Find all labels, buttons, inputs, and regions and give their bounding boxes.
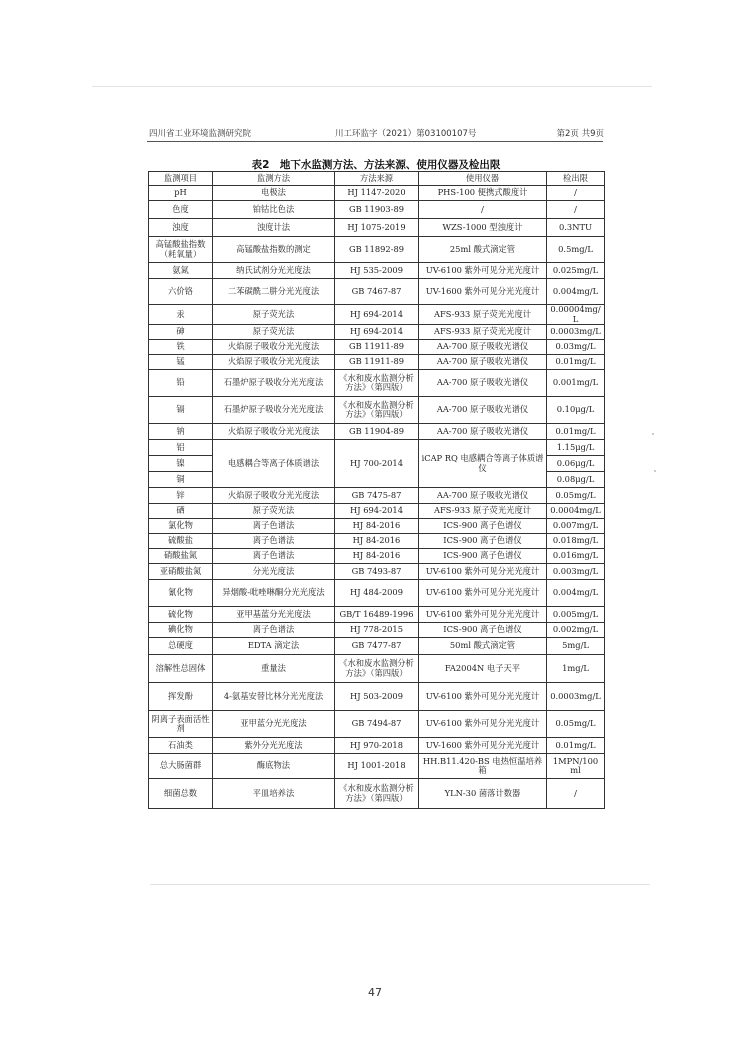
- table-row: [149, 263, 605, 279]
- cell-limit: 0.05mg/L: [547, 488, 605, 504]
- cell-method: 异烟酸-吡唑啉酮分光光度法: [213, 580, 335, 607]
- cell-item: 挥发酚: [149, 683, 213, 711]
- cell-item: 碘化物: [149, 623, 213, 638]
- cell-item: 硫化物: [149, 607, 213, 623]
- col-header-source: 方法来源: [335, 172, 419, 186]
- cell-limit: 0.016mg/L: [547, 549, 605, 564]
- header-page-info: 第2页 共9页: [556, 129, 604, 139]
- cell-limit: 0.004mg/L: [547, 279, 605, 305]
- cell-limit: 1mg/L: [547, 655, 605, 683]
- cell-source: GB 11911-89: [335, 340, 419, 355]
- cell-item: 总硬度: [149, 638, 213, 655]
- cell-instrument: UV-6100 紫外可见分光光度计: [419, 263, 547, 279]
- cell-limit: 0.5mg/L: [547, 237, 605, 263]
- cell-method: 亚甲蓝分光光度法: [213, 711, 335, 738]
- cell-source: GB 7475-87: [335, 488, 419, 504]
- table-row: [149, 237, 605, 263]
- cell-instrument: WZS-1000 型浊度计: [419, 219, 547, 237]
- cell-instrument: AA-700 原子吸收光谱仪: [419, 370, 547, 397]
- cell-item: 溶解性总固体: [149, 655, 213, 683]
- cell-limit: 1MPN/100ml: [547, 754, 605, 779]
- cell-limit: 0.005mg/L: [547, 607, 605, 623]
- page-number: 47: [368, 986, 382, 999]
- cell-source: 《水和废水监测分析方法》（第四版）: [335, 779, 419, 809]
- cell-instrument: UV-6100 紫外可见分光光度计: [419, 683, 547, 711]
- cell-source: HJ 484-2009: [335, 580, 419, 607]
- cell-instrument: 50ml 酸式滴定管: [419, 638, 547, 655]
- cell-source: HJ 503-2009: [335, 683, 419, 711]
- cell-source: HJ 694-2014: [335, 504, 419, 519]
- cell-method: 火焰原子吸收分光光度法: [213, 340, 335, 355]
- cell-limit: 0.10μg/L: [547, 397, 605, 424]
- cell-item: 浊度: [149, 219, 213, 237]
- cell-limit: 0.00004mg/L: [547, 305, 605, 325]
- table-title: 表2 地下水监测方法、方法来源、使用仪器及检出限: [251, 159, 501, 171]
- cell-limit: 0.05mg/L: [547, 711, 605, 738]
- cell-instrument: AFS-933 原子荧光光度计: [419, 305, 547, 325]
- cell-instrument: AA-700 原子吸收光谱仪: [419, 424, 547, 440]
- scan-edge-top: [92, 86, 652, 87]
- cell-method: 火焰原子吸收分光光度法: [213, 355, 335, 370]
- cell-limit: 0.0004mg/L: [547, 504, 605, 519]
- cell-source: GB 7494-87: [335, 711, 419, 738]
- cell-source: HJ 535-2009: [335, 263, 419, 279]
- col-header-method: 监测方法: [213, 172, 335, 186]
- cell-source: HJ 1147-2020: [335, 186, 419, 201]
- cell-source: 《水和废水监测分析方法》（第四版）: [335, 655, 419, 683]
- cell-instrument: AFS-933 原子荧光光度计: [419, 504, 547, 519]
- cell-source: GB 7467-87: [335, 279, 419, 305]
- table-row: [149, 279, 605, 305]
- cell-limit: 0.0003mg/L: [547, 325, 605, 340]
- cell-item: 汞: [149, 305, 213, 325]
- cell-method: 离子色谱法: [213, 549, 335, 564]
- cell-limit: 0.001mg/L: [547, 370, 605, 397]
- cell-item: 细菌总数: [149, 779, 213, 809]
- cell-item: 铅: [149, 370, 213, 397]
- table-row: [149, 655, 605, 683]
- cell-source: GB 11904-89: [335, 424, 419, 440]
- cell-instrument: UV-6100 紫外可见分光光度计: [419, 607, 547, 623]
- table-header-row: [149, 172, 605, 186]
- col-header-limit: 检出限: [547, 172, 605, 186]
- table-row: [149, 549, 605, 564]
- cell-limit: 0.003mg/L: [547, 564, 605, 580]
- cell-instrument: ICS-900 离子色谱仪: [419, 549, 547, 564]
- cell-method: 分光光度法: [213, 564, 335, 580]
- cell-item: 高锰酸盐指数（耗氧量）: [149, 237, 213, 263]
- cell-instrument: iCAP RQ 电感耦合等离子体质谱仪: [419, 440, 547, 488]
- cell-limit: 0.0003mg/L: [547, 683, 605, 711]
- cell-method: 电感耦合等离子体质谱法: [213, 440, 335, 488]
- table-row: [149, 488, 605, 504]
- table-row: [149, 623, 605, 638]
- cell-item: 铝: [149, 440, 213, 456]
- cell-source: HJ 1001-2018: [335, 754, 419, 779]
- cell-source: GB 11911-89: [335, 355, 419, 370]
- table-row: [149, 440, 605, 456]
- cell-source: HJ 1075-2019: [335, 219, 419, 237]
- cell-limit: 0.004mg/L: [547, 580, 605, 607]
- cell-instrument: UV-6100 紫外可见分光光度计: [419, 564, 547, 580]
- table-row: [149, 638, 605, 655]
- cell-source: HJ 84-2016: [335, 549, 419, 564]
- table-row: [149, 779, 605, 809]
- cell-item: 氯化物: [149, 519, 213, 534]
- table-row: [149, 370, 605, 397]
- cell-limit: 1.15μg/L: [547, 440, 605, 456]
- col-header-item: 监测项目: [149, 172, 213, 186]
- cell-method: 原子荧光法: [213, 504, 335, 519]
- cell-item: 石油类: [149, 738, 213, 754]
- cell-limit: 5mg/L: [547, 638, 605, 655]
- header-org: 四川省工业环境监测研究院: [149, 129, 252, 139]
- cell-limit: 0.03mg/L: [547, 340, 605, 355]
- table-row: [149, 504, 605, 519]
- cell-instrument: /: [419, 201, 547, 219]
- cell-source: GB/T 16489-1996: [335, 607, 419, 623]
- cell-method: 紫外分光光度法: [213, 738, 335, 754]
- cell-instrument: ICS-900 离子色谱仪: [419, 623, 547, 638]
- cell-method: 浊度计法: [213, 219, 335, 237]
- cell-method: 离子色谱法: [213, 534, 335, 549]
- cell-limit: 0.018mg/L: [547, 534, 605, 549]
- cell-item: 色度: [149, 201, 213, 219]
- cell-method: 石墨炉原子吸收分光光度法: [213, 397, 335, 424]
- cell-method: 4-氨基安替比林分光光度法: [213, 683, 335, 711]
- cell-method: 亚甲基蓝分光光度法: [213, 607, 335, 623]
- header-report-no: 川工环监字（2021）第03100107号: [335, 129, 477, 139]
- cell-instrument: FA2004N 电子天平: [419, 655, 547, 683]
- cell-item: 锰: [149, 355, 213, 370]
- cell-limit: /: [547, 201, 605, 219]
- table-row: [149, 738, 605, 754]
- cell-instrument: AA-700 原子吸收光谱仪: [419, 397, 547, 424]
- cell-method: 火焰原子吸收分光光度法: [213, 488, 335, 504]
- cell-source: GB 11903-89: [335, 201, 419, 219]
- cell-method: 纳氏试剂分光光度法: [213, 263, 335, 279]
- cell-limit: 0.01mg/L: [547, 355, 605, 370]
- cell-source: HJ 694-2014: [335, 325, 419, 340]
- cell-item: 总大肠菌群: [149, 754, 213, 779]
- cell-source: 《水和废水监测分析方法》（第四版）: [335, 370, 419, 397]
- cell-item: 钠: [149, 424, 213, 440]
- cell-method: 离子色谱法: [213, 623, 335, 638]
- cell-limit: 0.002mg/L: [547, 623, 605, 638]
- cell-method: 原子荧光法: [213, 305, 335, 325]
- cell-instrument: AA-700 原子吸收光谱仪: [419, 355, 547, 370]
- cell-instrument: UV-6100 紫外可见分光光度计: [419, 711, 547, 738]
- cell-limit: 0.007mg/L: [547, 519, 605, 534]
- cell-method: 火焰原子吸收分光光度法: [213, 424, 335, 440]
- col-header-instrument: 使用仪器: [419, 172, 547, 186]
- table-row: [149, 355, 605, 370]
- cell-source: HJ 778-2015: [335, 623, 419, 638]
- scan-edge-bottom: [150, 884, 650, 885]
- cell-method: 原子荧光法: [213, 325, 335, 340]
- table-row: [149, 683, 605, 711]
- cell-method: 平皿培养法: [213, 779, 335, 809]
- cell-limit: 0.01mg/L: [547, 738, 605, 754]
- cell-item: 镉: [149, 397, 213, 424]
- cell-method: 石墨炉原子吸收分光光度法: [213, 370, 335, 397]
- cell-item: 氨氮: [149, 263, 213, 279]
- cell-item: 硝酸盐氮: [149, 549, 213, 564]
- table-row: [149, 219, 605, 237]
- cell-item: 亚硝酸盐氮: [149, 564, 213, 580]
- cell-item: pH: [149, 186, 213, 201]
- cell-source: GB 11892-89: [335, 237, 419, 263]
- cell-instrument: ICS-900 离子色谱仪: [419, 534, 547, 549]
- cell-instrument: PHS-100 便携式酸度计: [419, 186, 547, 201]
- cell-item: 阴离子表面活性剂: [149, 711, 213, 738]
- scan-speck: [652, 433, 654, 435]
- cell-item: 硫酸盐: [149, 534, 213, 549]
- cell-instrument: 25ml 酸式滴定管: [419, 237, 547, 263]
- cell-limit: /: [547, 186, 605, 201]
- table-row: [149, 754, 605, 779]
- cell-item: 六价铬: [149, 279, 213, 305]
- cell-limit: 0.3NTU: [547, 219, 605, 237]
- table-row: [149, 534, 605, 549]
- cell-limit: 0.01mg/L: [547, 424, 605, 440]
- table-row: [149, 305, 605, 325]
- cell-instrument: UV-1600 紫外可见分光光度计: [419, 738, 547, 754]
- cell-method: 离子色谱法: [213, 519, 335, 534]
- cell-method: 高锰酸盐指数的测定: [213, 237, 335, 263]
- cell-item: 铜: [149, 472, 213, 488]
- cell-source: HJ 84-2016: [335, 519, 419, 534]
- cell-item: 镍: [149, 456, 213, 472]
- cell-item: 硒: [149, 504, 213, 519]
- cell-source: 《水和废水监测分析方法》（第四版）: [335, 397, 419, 424]
- table-row: [149, 340, 605, 355]
- cell-item: 氰化物: [149, 580, 213, 607]
- cell-source: HJ 84-2016: [335, 534, 419, 549]
- monitoring-methods-table: [148, 171, 605, 809]
- cell-limit: 0.025mg/L: [547, 263, 605, 279]
- table-row: [149, 711, 605, 738]
- table-row: [149, 519, 605, 534]
- cell-method: 电极法: [213, 186, 335, 201]
- table-row: [149, 424, 605, 440]
- table-row: [149, 564, 605, 580]
- page-header: [149, 127, 604, 139]
- cell-limit: /: [547, 779, 605, 809]
- cell-method: 铂钴比色法: [213, 201, 335, 219]
- cell-method: 重量法: [213, 655, 335, 683]
- cell-source: HJ 970-2018: [335, 738, 419, 754]
- table-row: [149, 397, 605, 424]
- cell-instrument: HH.B11.420-BS 电热恒温培养箱: [419, 754, 547, 779]
- cell-source: GB 7477-87: [335, 638, 419, 655]
- table-row: [149, 580, 605, 607]
- cell-instrument: AA-700 原子吸收光谱仪: [419, 488, 547, 504]
- cell-source: HJ 700-2014: [335, 440, 419, 488]
- cell-instrument: UV-1600 紫外可见分光光度计: [419, 279, 547, 305]
- cell-item: 铁: [149, 340, 213, 355]
- table-row: [149, 325, 605, 340]
- table-row: [149, 201, 605, 219]
- cell-source: GB 7493-87: [335, 564, 419, 580]
- cell-method: EDTA 滴定法: [213, 638, 335, 655]
- cell-instrument: YLN-30 菌落计数器: [419, 779, 547, 809]
- cell-limit: 0.08μg/L: [547, 472, 605, 488]
- cell-instrument: ICS-900 离子色谱仪: [419, 519, 547, 534]
- table-row: [149, 186, 605, 201]
- cell-instrument: UV-6100 紫外可见分光光度计: [419, 580, 547, 607]
- cell-item: 锌: [149, 488, 213, 504]
- cell-instrument: AFS-933 原子荧光光度计: [419, 325, 547, 340]
- cell-method: 二苯碳酰二肼分光光度法: [213, 279, 335, 305]
- header-rule: [147, 141, 603, 142]
- scan-speck: [654, 470, 656, 472]
- table-row: [149, 607, 605, 623]
- cell-limit: 0.06μg/L: [547, 456, 605, 472]
- cell-item: 砷: [149, 325, 213, 340]
- cell-instrument: AA-700 原子吸收光谱仪: [419, 340, 547, 355]
- cell-source: HJ 694-2014: [335, 305, 419, 325]
- cell-method: 酶底物法: [213, 754, 335, 779]
